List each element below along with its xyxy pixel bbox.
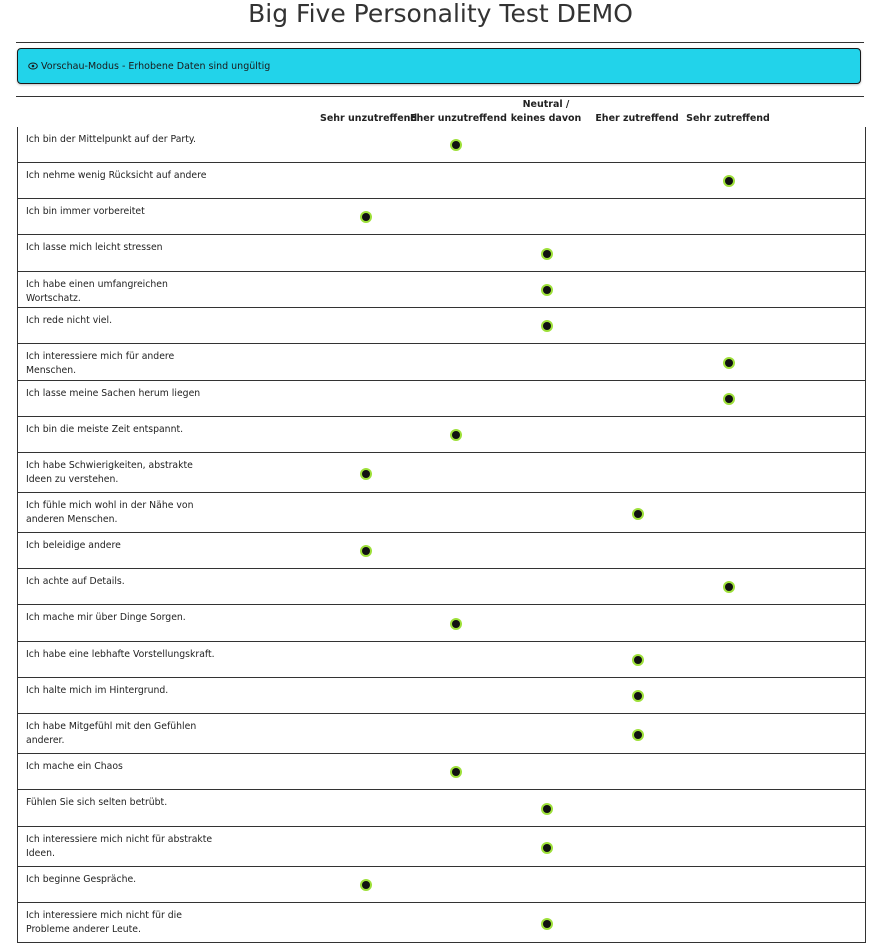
selected-radio[interactable] [543, 286, 551, 294]
selected-radio[interactable] [452, 141, 460, 149]
selected-radio[interactable] [362, 470, 370, 478]
question-text: Ich bin die meiste Zeit entspannt. [26, 424, 184, 435]
question-text: Ich interessiere mich für andere Menschen. [26, 351, 175, 376]
question-row [18, 453, 865, 493]
question-row [18, 678, 865, 714]
column-header-eher-zutreffend: Eher zutreffend [595, 113, 679, 124]
selected-radio[interactable] [725, 395, 733, 403]
question-text: Ich habe Mitgefühl mit den Gefühlen anderer. [26, 721, 197, 746]
title-divider [16, 42, 864, 43]
question-row [18, 605, 865, 642]
selected-radio[interactable] [543, 844, 551, 852]
question-row [18, 127, 865, 163]
question-text: Ich fühle mich wohl in der Nähe von anderen Menschen. [26, 500, 194, 525]
column-header-eher-unzutreffend: Eher unzutreffend [410, 113, 507, 124]
question-text: Ich habe Schwierigkeiten, abstrakte Ideen zu verstehen. [26, 460, 193, 485]
question-row [18, 754, 865, 790]
question-text: Ich mache mir über Dinge Sorgen. [26, 612, 186, 623]
question-text: Ich beleidige andere [26, 540, 121, 551]
selected-radio[interactable] [634, 510, 642, 518]
question-row [18, 867, 865, 903]
column-header-neutral: Neutral / keines davon [510, 99, 582, 124]
selected-radio[interactable] [725, 177, 733, 185]
question-row [18, 308, 865, 344]
eye-icon [28, 62, 38, 70]
question-text: Ich interessiere mich nicht für abstrakte Ideen. [26, 834, 213, 859]
selected-radio[interactable] [452, 620, 460, 628]
question-row [18, 163, 865, 199]
question-text: Ich habe einen umfangreichen Wortschatz. [26, 279, 168, 304]
selected-radio[interactable] [452, 431, 460, 439]
selected-radio[interactable] [634, 731, 642, 739]
question-row [18, 642, 865, 678]
question-text: Fühlen Sie sich selten betrübt. [26, 797, 168, 808]
question-text: Ich interessiere mich nicht für die Probleme anderer Leute. [26, 910, 182, 935]
selected-radio[interactable] [543, 250, 551, 258]
selected-radio[interactable] [362, 881, 370, 889]
question-text: Ich beginne Gespräche. [26, 874, 137, 885]
question-row [18, 199, 865, 235]
question-row [18, 827, 865, 867]
question-row [18, 381, 865, 417]
question-text: Ich achte auf Details. [26, 576, 125, 587]
selected-radio[interactable] [634, 656, 642, 664]
selected-radio[interactable] [725, 583, 733, 591]
selected-radio[interactable] [725, 359, 733, 367]
question-row [18, 417, 865, 453]
question-table [17, 127, 866, 943]
selected-radio[interactable] [452, 768, 460, 776]
page-title: Big Five Personality Test DEMO [248, 0, 633, 28]
preview-mode-banner [17, 48, 861, 84]
question-row [18, 903, 865, 943]
question-text: Ich lasse meine Sachen herum liegen [26, 388, 201, 399]
selected-radio[interactable] [362, 213, 370, 221]
question-text: Ich habe eine lebhafte Vorstellungskraft. [26, 649, 215, 660]
question-row [18, 272, 865, 308]
column-header-sehr-zutreffend: Sehr zutreffend [686, 113, 770, 124]
selected-radio[interactable] [543, 805, 551, 813]
question-row [18, 569, 865, 605]
question-row [18, 790, 865, 827]
question-text: Ich nehme wenig Rücksicht auf andere [26, 170, 207, 181]
column-header-sehr-unzutreffend: Sehr unzutreffend [320, 113, 418, 124]
question-text: Ich bin immer vorbereitet [26, 206, 145, 217]
selected-radio[interactable] [634, 692, 642, 700]
question-row [18, 344, 865, 381]
question-text: Ich lasse mich leicht stressen [26, 242, 163, 253]
selected-radio[interactable] [543, 322, 551, 330]
question-row [18, 235, 865, 272]
question-text: Ich rede nicht viel. [26, 315, 113, 326]
question-text: Ich mache ein Chaos [26, 761, 123, 772]
banner-divider [16, 96, 864, 97]
selected-radio[interactable] [362, 547, 370, 555]
question-text: Ich bin der Mittelpunkt auf der Party. [26, 134, 196, 145]
banner-text: Vorschau-Modus - Erhobene Daten sind ungültig [41, 60, 271, 72]
question-row [18, 714, 865, 754]
question-row [18, 533, 865, 569]
question-row [18, 493, 865, 533]
selected-radio[interactable] [543, 920, 551, 928]
question-text: Ich halte mich im Hintergrund. [26, 685, 169, 696]
